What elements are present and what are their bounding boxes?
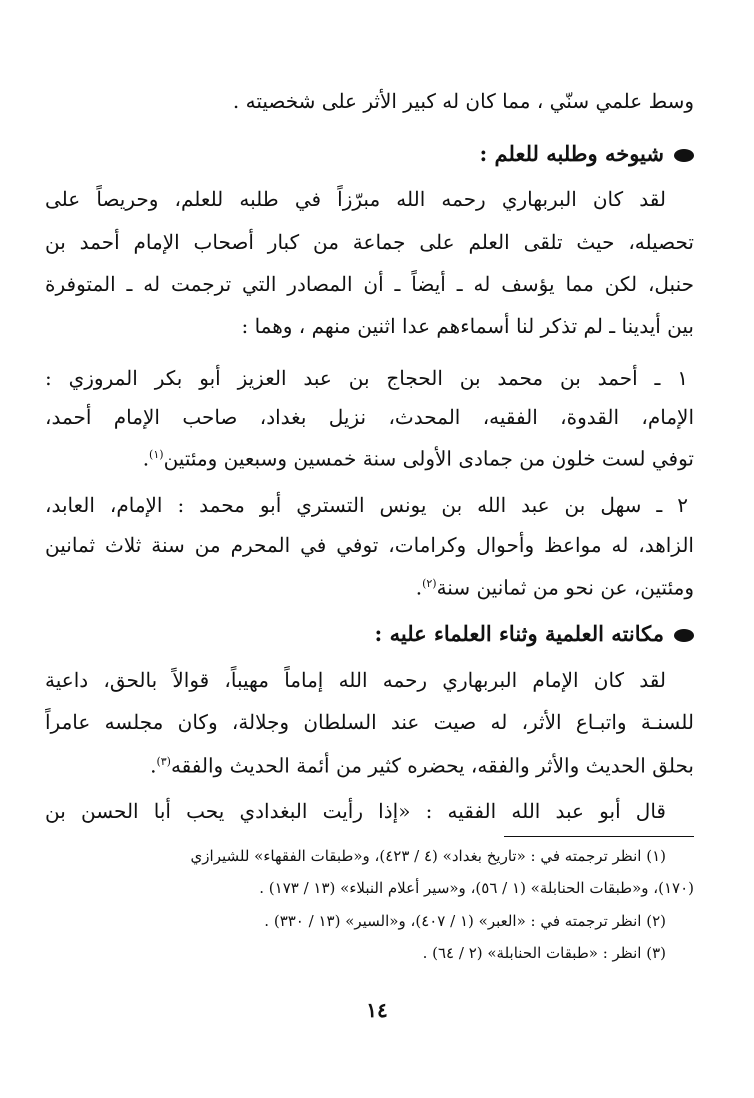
paragraph-line: بين أيدينا ـ لم تذكر لنا أسماءهم عدا اثنين منهم ، وهما :	[241, 314, 694, 338]
line-text: ومئتين، عن نحو من ثمانين سنة	[436, 575, 694, 600]
footnote-line: (١) انظر ترجمته في : «تاريخ بغداد» (٤ / ٤٢٣)، و«طبقات الفقهاء» للشيرازي	[190, 847, 666, 865]
footnote-line: (١٧٠)، و«طبقات الحنابلة» (١ / ٥٦)، و«سير أعلام النبلاء» (١٣ / ١٧٣) .	[259, 879, 694, 897]
footnote-ref-2: (٢)	[422, 577, 437, 590]
section-heading-status	[45, 619, 694, 649]
page-number: ١٤	[366, 998, 388, 1022]
bullet-icon	[674, 629, 694, 642]
heading-text: شيوخه وطلبه للعلم :	[479, 141, 664, 166]
paragraph-line: ١ ـ أحمد بن محمد بن الحجاج بن عبد العزيز أبو بكر المروزي :	[45, 366, 688, 390]
footnote-line: (٢) انظر ترجمته في : «العبر» (١ / ٤٠٧)، و«السير» (١٣ / ٣٣٠) .	[264, 912, 666, 930]
footnote-ref-3: (٣)	[156, 755, 171, 768]
paragraph-line: بحلق الحديث والأثر والفقه، يحضره كثير من أئمة الحديث والفقه$^{(٣)}$.	[150, 753, 694, 778]
section-heading-teachers	[45, 139, 694, 169]
footnote-ref-1: (١)	[149, 448, 164, 461]
paragraph-line: ٢ ـ سهل بن عبد الله بن يونس التستري أبو محمد : الإمام، العابد،	[45, 493, 688, 517]
paragraph-line: لقد كان البربهاري رحمه الله مبرّزاً في طلبه للعلم، وحريصاً على	[45, 187, 666, 211]
paragraph-line: الإمام، القدوة، الفقيه، المحدث، نزيل بغداد، صاحب الإمام أحمد،	[45, 405, 694, 429]
line-text: بحلق الحديث والأثر والفقه، يحضره كثير من أئمة الحديث والفقه	[170, 753, 694, 778]
paragraph-line: قال أبو عبد الله الفقيه : «إذا رأيت البغدادي يحب أبا الحسن بن	[45, 799, 666, 823]
footnote-line: (٣) انظر : «طبقات الحنابلة» (٢ / ٦٤) .	[422, 944, 666, 962]
paragraph-line: تحصيله، حيث تلقى العلم على جماعة من كبار أصحاب الإمام أحمد بن	[45, 230, 694, 254]
paragraph-line: ومئتين، عن نحو من ثمانين سنة$^{(٢)}$.	[415, 575, 694, 600]
paragraph-line: وسط علمي سنّي ، مما كان له كبير الأثر على شخصيته .	[232, 89, 694, 113]
line-text: توفي لست خلون من جمادى الأولى سنة خمسين وسبعين ومئتين	[163, 446, 694, 471]
bullet-icon	[674, 149, 694, 162]
paragraph-line: للسنـة واتبـاع الأثر، له صيت عند السلطان وجلالة، وكان مجلسه عامراً	[45, 710, 694, 734]
paragraph-line: الزاهد، له مواعظ وأحوال وكرامات، توفي في المحرم من سنة ثلاث ثمانين	[45, 533, 694, 557]
paragraph-line: حنبل، لكن مما يؤسف له ـ أيضاً ـ أن المصادر التي ترجمت له ـ المتوفرة	[45, 272, 694, 296]
heading-text: مكانته العلمية وثناء العلماء عليه :	[374, 621, 664, 646]
paragraph-line: توفي لست خلون من جمادى الأولى سنة خمسين وسبعين ومئتين$^{(١)}$.	[142, 446, 694, 471]
footnote-separator	[504, 836, 694, 837]
paragraph-line: لقد كان الإمام البربهاري رحمه الله إماماً مهيباً، قوالاً بالحق، داعية	[45, 668, 666, 692]
